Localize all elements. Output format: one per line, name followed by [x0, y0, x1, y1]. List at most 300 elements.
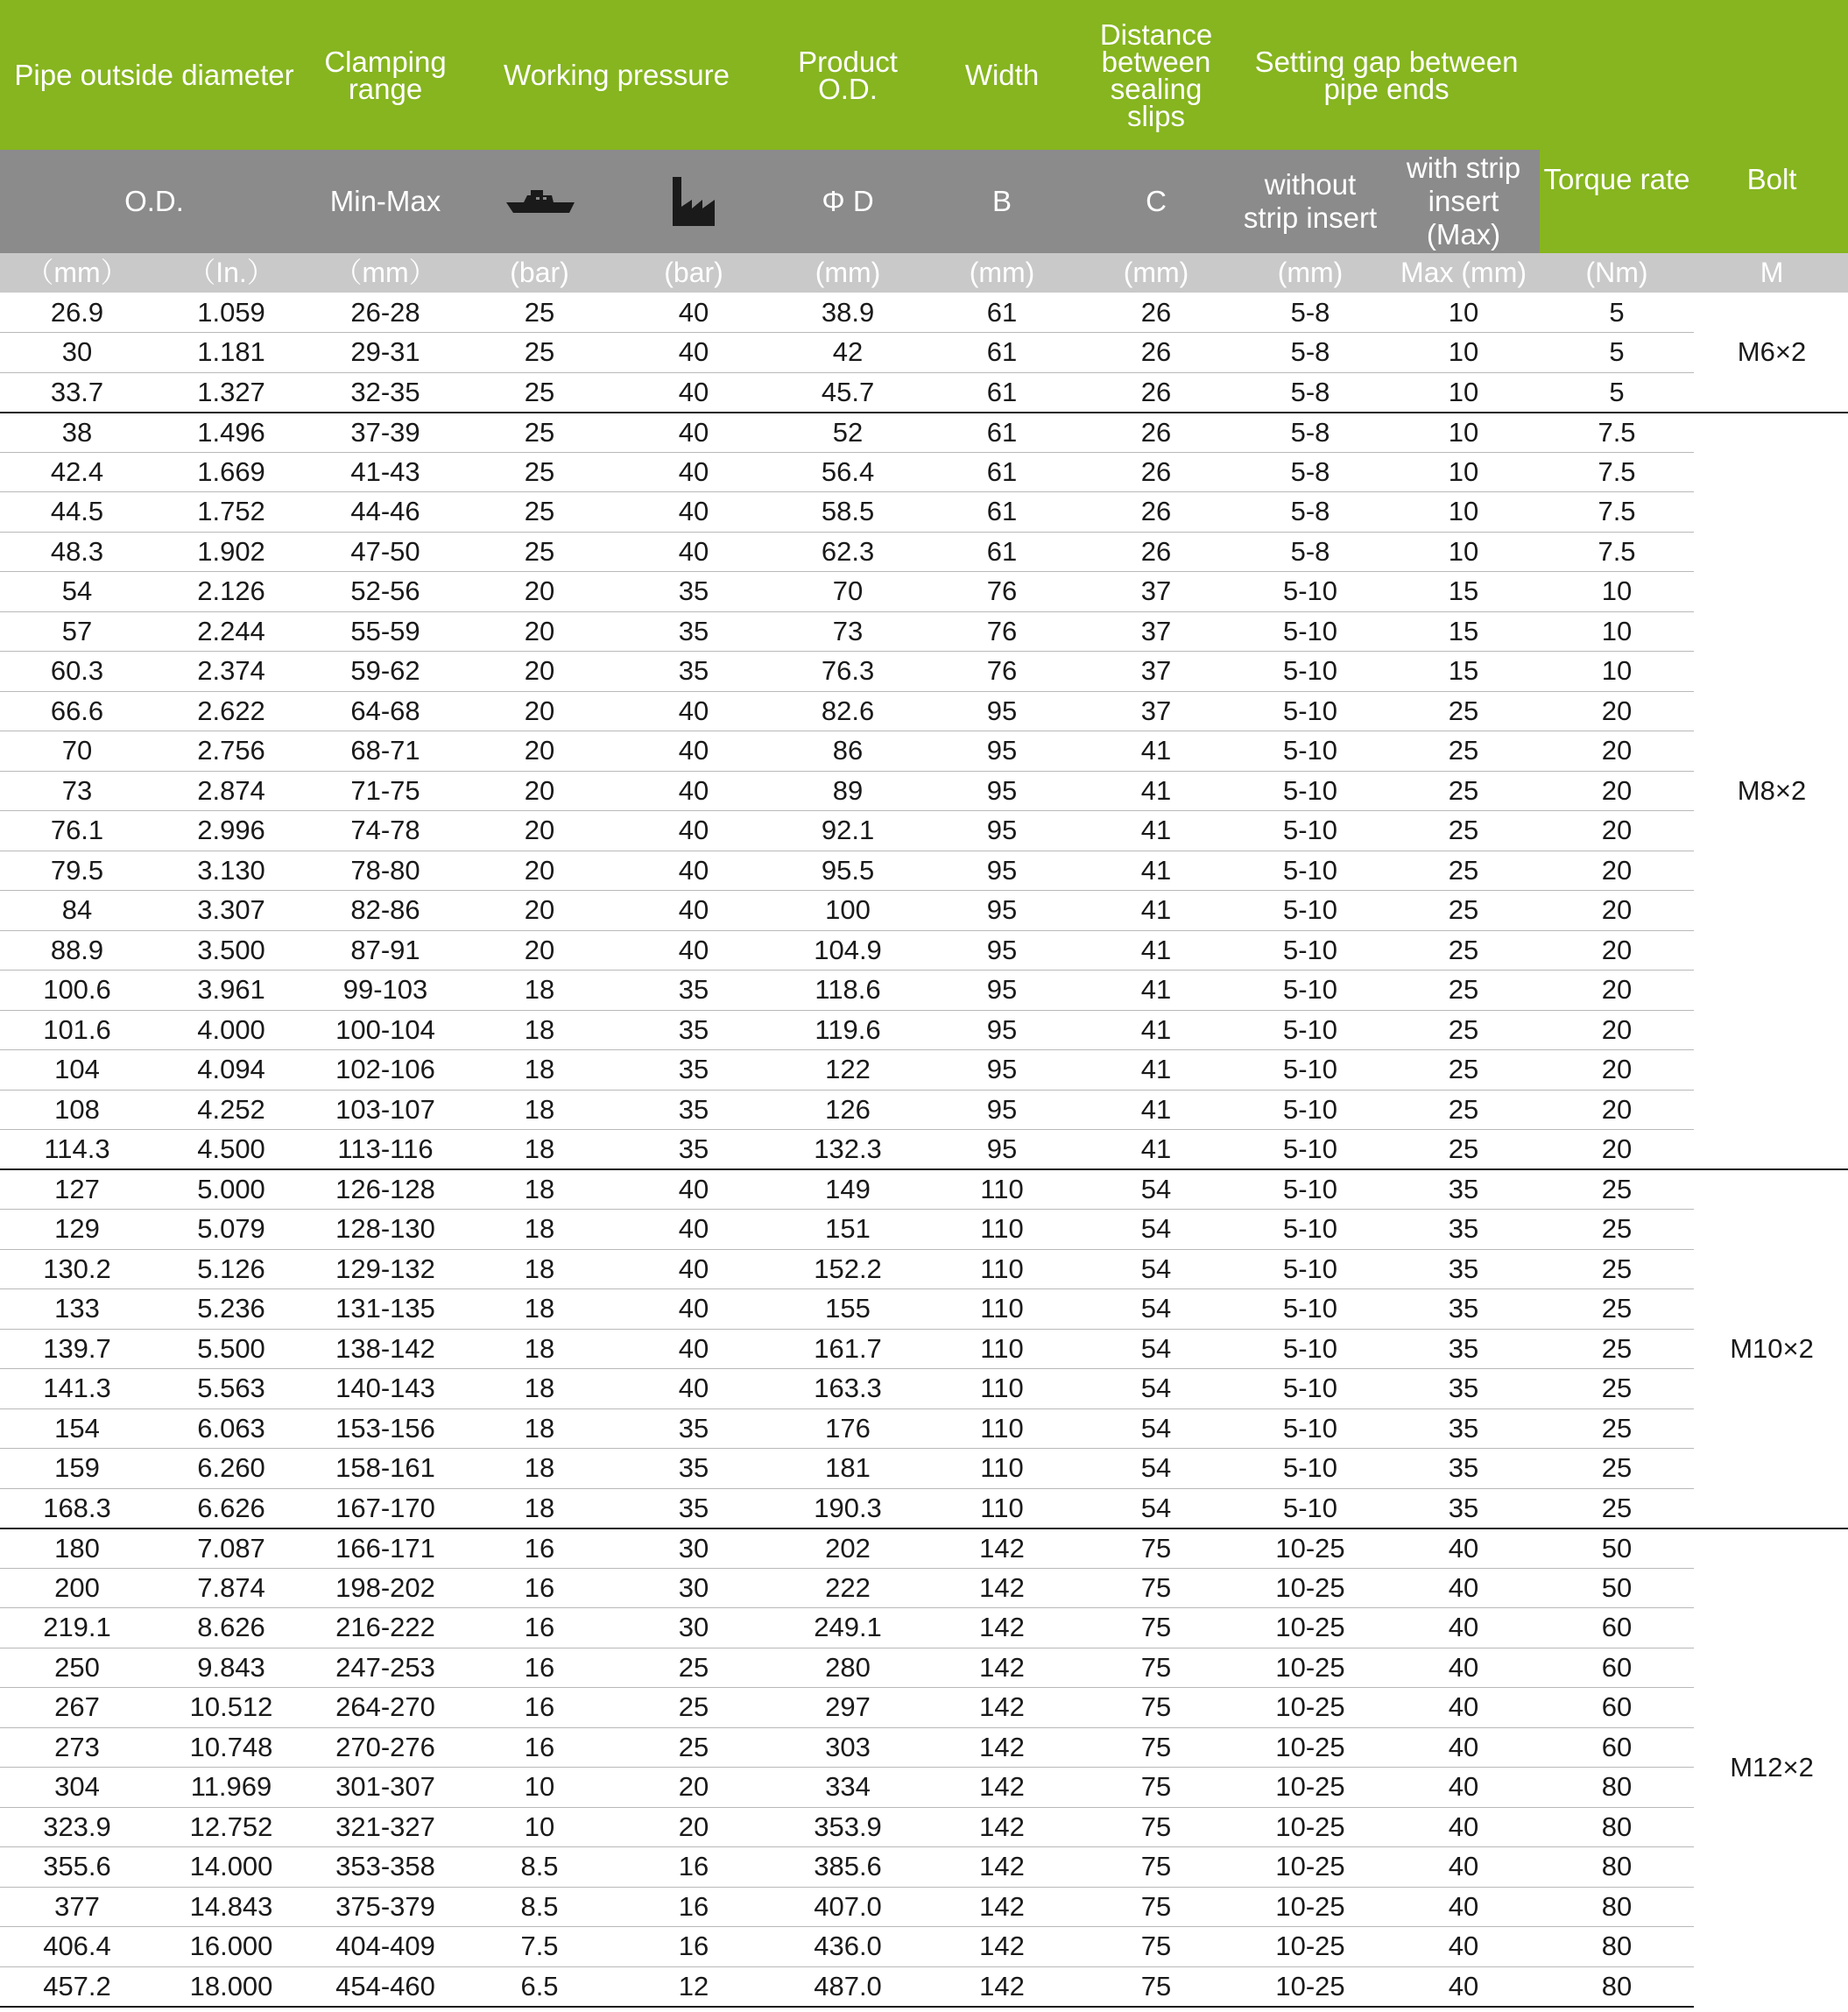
cell-clamping-range: 264-270: [308, 1688, 462, 1728]
table-row: [0, 372, 1848, 413]
cell-width-b: 61: [925, 492, 1079, 533]
cell-industrial-pressure: 40: [617, 811, 771, 851]
torque-rate-header: [1540, 0, 1694, 253]
cell-od-in: 7.087: [154, 1528, 308, 1569]
table-row: [0, 1449, 1848, 1489]
table-row: [0, 1688, 1848, 1728]
distance-slips-header: [1079, 0, 1233, 150]
cell-od-in: 2.244: [154, 611, 308, 652]
cell-marine-pressure: 20: [462, 731, 617, 772]
cell-width-b: 110: [925, 1210, 1079, 1250]
cell-gap-without-strip: 5-10: [1233, 1169, 1387, 1210]
cell-marine-pressure: 16: [462, 1608, 617, 1648]
cell-gap-with-strip: 40: [1387, 1768, 1540, 1808]
cell-product-od: 222: [771, 1568, 925, 1608]
cell-width-b: 110: [925, 1449, 1079, 1489]
cell-product-od: 58.5: [771, 492, 925, 533]
cell-gap-with-strip: 40: [1387, 1927, 1540, 1967]
table-row: [0, 1329, 1848, 1369]
cell-od-in: 5.000: [154, 1169, 308, 1210]
table-row: [0, 1648, 1848, 1688]
cell-gap-with-strip: 35: [1387, 1449, 1540, 1489]
cell-gap-without-strip: 5-10: [1233, 1449, 1387, 1489]
cell-distance-c: 26: [1079, 293, 1233, 333]
cell-gap-without-strip: 5-10: [1233, 572, 1387, 612]
cell-gap-without-strip: 10-25: [1233, 1688, 1387, 1728]
cell-industrial-pressure: 25: [617, 1648, 771, 1688]
table-row: [0, 1010, 1848, 1050]
cell-product-od: 42: [771, 333, 925, 373]
cell-clamping-range: 82-86: [308, 891, 462, 931]
cell-industrial-pressure: 35: [617, 572, 771, 612]
cell-product-od: 487.0: [771, 1966, 925, 2007]
cell-marine-pressure: 10: [462, 1768, 617, 1808]
cell-gap-without-strip: 5-10: [1233, 811, 1387, 851]
cell-distance-c: 54: [1079, 1289, 1233, 1330]
cell-gap-with-strip: 25: [1387, 1010, 1540, 1050]
bolt-label: Bolt: [1746, 163, 1797, 195]
cell-gap-with-strip: 25: [1387, 691, 1540, 731]
cell-clamping-range: 37-39: [308, 413, 462, 453]
cell-distance-c: 41: [1079, 1130, 1233, 1170]
working-pressure-header: Working pressure: [462, 0, 771, 150]
cell-od-in: 10.512: [154, 1688, 308, 1728]
cell-distance-c: 41: [1079, 1050, 1233, 1091]
unit-cell: （mm）: [308, 253, 462, 293]
cell-clamping-range: 55-59: [308, 611, 462, 652]
unit-cell: (mm): [1079, 253, 1233, 293]
cell-marine-pressure: 18: [462, 1329, 617, 1369]
table-row: [0, 1369, 1848, 1409]
cell-marine-pressure: 20: [462, 611, 617, 652]
cell-od-mm: 100.6: [0, 971, 154, 1011]
cell-industrial-pressure: 20: [617, 1807, 771, 1847]
cell-od-in: 10.748: [154, 1727, 308, 1768]
cell-product-od: 151: [771, 1210, 925, 1250]
phi-d-subheader: Φ D: [771, 150, 925, 253]
cell-od-mm: 267: [0, 1688, 154, 1728]
cell-industrial-pressure: 40: [617, 413, 771, 453]
cell-gap-without-strip: 5-10: [1233, 1289, 1387, 1330]
cell-torque-rate: 80: [1540, 1927, 1694, 1967]
cell-torque-rate: 60: [1540, 1688, 1694, 1728]
cell-od-in: 5.236: [154, 1289, 308, 1330]
table-row: [0, 1727, 1848, 1768]
cell-industrial-pressure: 25: [617, 1688, 771, 1728]
cell-width-b: 61: [925, 413, 1079, 453]
cell-od-in: 18.000: [154, 1966, 308, 2007]
cell-distance-c: 54: [1079, 1369, 1233, 1409]
cell-torque-rate: 25: [1540, 1369, 1694, 1409]
cell-marine-pressure: 20: [462, 930, 617, 971]
table-row: [0, 611, 1848, 652]
cell-marine-pressure: 18: [462, 1289, 617, 1330]
cell-industrial-pressure: 35: [617, 1449, 771, 1489]
table-row: [0, 1130, 1848, 1170]
cell-gap-without-strip: 5-10: [1233, 1329, 1387, 1369]
cell-od-in: 2.126: [154, 572, 308, 612]
cell-clamping-range: 102-106: [308, 1050, 462, 1091]
cell-od-in: 7.874: [154, 1568, 308, 1608]
cell-od-mm: 130.2: [0, 1249, 154, 1289]
cell-od-mm: 273: [0, 1727, 154, 1768]
cell-clamping-range: 126-128: [308, 1169, 462, 1210]
table-row: [0, 971, 1848, 1011]
table-row: [0, 1528, 1848, 1569]
table-row: [0, 413, 1848, 453]
cell-gap-without-strip: 5-8: [1233, 532, 1387, 572]
cell-clamping-range: 166-171: [308, 1528, 462, 1569]
cell-width-b: 61: [925, 293, 1079, 333]
cell-clamping-range: 131-135: [308, 1289, 462, 1330]
cell-product-od: 45.7: [771, 372, 925, 413]
cell-od-in: 4.500: [154, 1130, 308, 1170]
cell-od-in: 1.752: [154, 492, 308, 533]
cell-distance-c: 41: [1079, 811, 1233, 851]
cell-product-od: 92.1: [771, 811, 925, 851]
cell-od-mm: 76.1: [0, 811, 154, 851]
cell-od-mm: 141.3: [0, 1369, 154, 1409]
cell-torque-rate: 80: [1540, 1966, 1694, 2007]
table-row: [0, 731, 1848, 772]
cell-torque-rate: 80: [1540, 1887, 1694, 1927]
cell-torque-rate: 20: [1540, 771, 1694, 811]
cell-od-in: 3.500: [154, 930, 308, 971]
cell-od-mm: 60.3: [0, 652, 154, 692]
cell-torque-rate: 20: [1540, 930, 1694, 971]
cell-width-b: 110: [925, 1289, 1079, 1330]
cell-industrial-pressure: 40: [617, 532, 771, 572]
cell-distance-c: 26: [1079, 333, 1233, 373]
cell-od-in: 16.000: [154, 1927, 308, 1967]
cell-industrial-pressure: 40: [617, 452, 771, 492]
cell-od-mm: 323.9: [0, 1807, 154, 1847]
cell-distance-c: 54: [1079, 1210, 1233, 1250]
without-strip-label: without strip insert: [1243, 168, 1378, 234]
cell-gap-without-strip: 5-10: [1233, 1488, 1387, 1528]
cell-product-od: 334: [771, 1768, 925, 1808]
cell-width-b: 142: [925, 1887, 1079, 1927]
unit-cell: (mm): [925, 253, 1079, 293]
cell-clamping-range: 64-68: [308, 691, 462, 731]
cell-torque-rate: 20: [1540, 971, 1694, 1011]
cell-marine-pressure: 18: [462, 1169, 617, 1210]
cell-od-in: 3.961: [154, 971, 308, 1011]
cell-od-in: 1.669: [154, 452, 308, 492]
cell-torque-rate: 20: [1540, 811, 1694, 851]
cell-distance-c: 41: [1079, 930, 1233, 971]
cell-gap-without-strip: 5-10: [1233, 851, 1387, 891]
cell-od-mm: 108: [0, 1090, 154, 1130]
cell-od-mm: 159: [0, 1449, 154, 1489]
cell-od-mm: 30: [0, 333, 154, 373]
cell-torque-rate: 20: [1540, 1130, 1694, 1170]
cell-product-od: 149: [771, 1169, 925, 1210]
cell-gap-without-strip: 5-10: [1233, 691, 1387, 731]
cell-product-od: 161.7: [771, 1329, 925, 1369]
cell-torque-rate: 20: [1540, 851, 1694, 891]
cell-gap-with-strip: 40: [1387, 1807, 1540, 1847]
cell-gap-without-strip: 5-10: [1233, 891, 1387, 931]
cell-marine-pressure: 20: [462, 771, 617, 811]
cell-marine-pressure: 25: [462, 413, 617, 453]
table-row: [0, 771, 1848, 811]
cell-industrial-pressure: 30: [617, 1608, 771, 1648]
cell-width-b: 142: [925, 1847, 1079, 1888]
cell-clamping-range: 128-130: [308, 1210, 462, 1250]
cell-od-in: 1.181: [154, 333, 308, 373]
bolt-size-cell: M8×2: [1694, 413, 1848, 1170]
cell-od-in: 4.252: [154, 1090, 308, 1130]
header-row-units: [0, 253, 1848, 293]
cell-od-mm: 48.3: [0, 532, 154, 572]
cell-industrial-pressure: 40: [617, 771, 771, 811]
table-row: [0, 811, 1848, 851]
cell-product-od: 76.3: [771, 652, 925, 692]
cell-marine-pressure: 25: [462, 452, 617, 492]
clamping-range-label: Clamping range: [324, 45, 447, 105]
cell-distance-c: 75: [1079, 1528, 1233, 1569]
cell-torque-rate: 10: [1540, 652, 1694, 692]
cell-gap-with-strip: 15: [1387, 572, 1540, 612]
cell-gap-without-strip: 10-25: [1233, 1727, 1387, 1768]
cell-od-in: 3.130: [154, 851, 308, 891]
table-row: [0, 492, 1848, 533]
cell-od-in: 8.626: [154, 1608, 308, 1648]
table-row: [0, 1768, 1848, 1808]
ship-icon: [497, 185, 582, 220]
cell-marine-pressure: 20: [462, 572, 617, 612]
cell-width-b: 95: [925, 1010, 1079, 1050]
table-row: [0, 293, 1848, 333]
cell-width-b: 142: [925, 1688, 1079, 1728]
cell-gap-with-strip: 25: [1387, 1050, 1540, 1091]
cell-product-od: 407.0: [771, 1887, 925, 1927]
cell-clamping-range: 103-107: [308, 1090, 462, 1130]
cell-product-od: 152.2: [771, 1249, 925, 1289]
cell-gap-without-strip: 5-10: [1233, 971, 1387, 1011]
cell-distance-c: 37: [1079, 572, 1233, 612]
factory-icon: [669, 175, 718, 228]
cell-marine-pressure: 20: [462, 691, 617, 731]
cell-distance-c: 75: [1079, 1887, 1233, 1927]
cell-width-b: 61: [925, 372, 1079, 413]
cell-width-b: 110: [925, 1488, 1079, 1528]
cell-gap-without-strip: 10-25: [1233, 1608, 1387, 1648]
cell-distance-c: 75: [1079, 1927, 1233, 1967]
cell-distance-c: 75: [1079, 1807, 1233, 1847]
cell-product-od: 62.3: [771, 532, 925, 572]
cell-gap-without-strip: 5-10: [1233, 652, 1387, 692]
cell-od-mm: 154: [0, 1408, 154, 1449]
cell-product-od: 122: [771, 1050, 925, 1091]
cell-marine-pressure: 8.5: [462, 1887, 617, 1927]
cell-industrial-pressure: 40: [617, 1369, 771, 1409]
table-row: [0, 1050, 1848, 1091]
cell-distance-c: 37: [1079, 652, 1233, 692]
cell-distance-c: 75: [1079, 1768, 1233, 1808]
cell-gap-with-strip: 40: [1387, 1727, 1540, 1768]
cell-od-in: 5.500: [154, 1329, 308, 1369]
cell-od-in: 2.874: [154, 771, 308, 811]
cell-industrial-pressure: 40: [617, 492, 771, 533]
cell-torque-rate: 20: [1540, 691, 1694, 731]
cell-torque-rate: 20: [1540, 1010, 1694, 1050]
cell-width-b: 110: [925, 1329, 1079, 1369]
cell-gap-without-strip: 5-10: [1233, 1408, 1387, 1449]
cell-gap-with-strip: 35: [1387, 1369, 1540, 1409]
cell-distance-c: 41: [1079, 891, 1233, 931]
cell-industrial-pressure: 30: [617, 1568, 771, 1608]
cell-gap-with-strip: 40: [1387, 1887, 1540, 1927]
cell-gap-with-strip: 25: [1387, 811, 1540, 851]
cell-marine-pressure: 8.5: [462, 1847, 617, 1888]
cell-od-in: 14.000: [154, 1847, 308, 1888]
table-body: [0, 293, 1848, 2007]
product-od-label: Product O.D.: [798, 45, 898, 105]
cell-industrial-pressure: 40: [617, 1210, 771, 1250]
cell-width-b: 95: [925, 1090, 1079, 1130]
header-row-titles: [0, 0, 1848, 150]
cell-od-mm: 73: [0, 771, 154, 811]
cell-distance-c: 41: [1079, 1010, 1233, 1050]
cell-od-in: 1.059: [154, 293, 308, 333]
cell-industrial-pressure: 35: [617, 1050, 771, 1091]
cell-gap-without-strip: 5-10: [1233, 611, 1387, 652]
cell-gap-without-strip: 10-25: [1233, 1807, 1387, 1847]
cell-gap-with-strip: 10: [1387, 532, 1540, 572]
cell-torque-rate: 7.5: [1540, 492, 1694, 533]
cell-od-mm: 114.3: [0, 1130, 154, 1170]
cell-clamping-range: 26-28: [308, 293, 462, 333]
cell-od-mm: 180: [0, 1528, 154, 1569]
cell-od-mm: 104: [0, 1050, 154, 1091]
cell-industrial-pressure: 40: [617, 1329, 771, 1369]
cell-product-od: 104.9: [771, 930, 925, 971]
cell-od-in: 12.752: [154, 1807, 308, 1847]
cell-gap-with-strip: 35: [1387, 1289, 1540, 1330]
cell-od-in: 11.969: [154, 1768, 308, 1808]
cell-gap-with-strip: 35: [1387, 1249, 1540, 1289]
cell-product-od: 176: [771, 1408, 925, 1449]
cell-gap-without-strip: 5-10: [1233, 1010, 1387, 1050]
cell-industrial-pressure: 16: [617, 1887, 771, 1927]
cell-gap-with-strip: 40: [1387, 1648, 1540, 1688]
cell-od-mm: 79.5: [0, 851, 154, 891]
cell-marine-pressure: 6.5: [462, 1966, 617, 2007]
cell-clamping-range: 404-409: [308, 1927, 462, 1967]
cell-clamping-range: 138-142: [308, 1329, 462, 1369]
cell-od-mm: 133: [0, 1289, 154, 1330]
cell-od-in: 4.000: [154, 1010, 308, 1050]
unit-cell: M: [1694, 253, 1848, 293]
cell-torque-rate: 20: [1540, 1090, 1694, 1130]
cell-width-b: 95: [925, 930, 1079, 971]
cell-marine-pressure: 18: [462, 1369, 617, 1409]
cell-industrial-pressure: 40: [617, 930, 771, 971]
table-row: [0, 851, 1848, 891]
cell-marine-pressure: 18: [462, 1050, 617, 1091]
cell-torque-rate: 25: [1540, 1169, 1694, 1210]
cell-od-mm: 250: [0, 1648, 154, 1688]
cell-product-od: 303: [771, 1727, 925, 1768]
cell-marine-pressure: 18: [462, 1010, 617, 1050]
with-strip-subheader: [1387, 150, 1540, 253]
cell-distance-c: 26: [1079, 413, 1233, 453]
cell-gap-with-strip: 40: [1387, 1568, 1540, 1608]
cell-marine-pressure: 16: [462, 1648, 617, 1688]
cell-clamping-range: 270-276: [308, 1727, 462, 1768]
unit-cell: Max (mm): [1387, 253, 1540, 293]
cell-distance-c: 41: [1079, 771, 1233, 811]
cell-clamping-range: 68-71: [308, 731, 462, 772]
cell-distance-c: 75: [1079, 1727, 1233, 1768]
cell-gap-with-strip: 25: [1387, 891, 1540, 931]
cell-marine-pressure: 20: [462, 891, 617, 931]
setting-gap-label: Setting gap between pipe ends: [1254, 45, 1519, 105]
cell-torque-rate: 60: [1540, 1727, 1694, 1768]
cell-width-b: 95: [925, 891, 1079, 931]
cell-gap-without-strip: 10-25: [1233, 1887, 1387, 1927]
cell-product-od: 190.3: [771, 1488, 925, 1528]
cell-distance-c: 26: [1079, 372, 1233, 413]
cell-width-b: 61: [925, 452, 1079, 492]
cell-industrial-pressure: 35: [617, 611, 771, 652]
cell-torque-rate: 25: [1540, 1289, 1694, 1330]
cell-industrial-pressure: 30: [617, 1528, 771, 1569]
cell-industrial-pressure: 40: [617, 731, 771, 772]
width-header: Width: [925, 0, 1079, 150]
cell-product-od: 385.6: [771, 1847, 925, 1888]
cell-od-in: 1.496: [154, 413, 308, 453]
cell-width-b: 61: [925, 333, 1079, 373]
table-row: [0, 1090, 1848, 1130]
cell-product-od: 181: [771, 1449, 925, 1489]
cell-gap-with-strip: 40: [1387, 1688, 1540, 1728]
cell-od-in: 1.327: [154, 372, 308, 413]
cell-width-b: 61: [925, 532, 1079, 572]
cell-industrial-pressure: 20: [617, 1768, 771, 1808]
cell-gap-with-strip: 10: [1387, 293, 1540, 333]
cell-industrial-pressure: 40: [617, 1249, 771, 1289]
cell-clamping-range: 113-116: [308, 1130, 462, 1170]
cell-marine-pressure: 16: [462, 1528, 617, 1569]
cell-torque-rate: 25: [1540, 1449, 1694, 1489]
cell-torque-rate: 50: [1540, 1528, 1694, 1569]
table-row: [0, 1807, 1848, 1847]
cell-marine-pressure: 18: [462, 1249, 617, 1289]
cell-od-mm: 377: [0, 1887, 154, 1927]
cell-marine-pressure: 18: [462, 971, 617, 1011]
cell-gap-without-strip: 5-8: [1233, 333, 1387, 373]
distance-slips-label: Distance between sealing slips: [1099, 18, 1213, 132]
cell-od-mm: 457.2: [0, 1966, 154, 2007]
cell-product-od: 163.3: [771, 1369, 925, 1409]
cell-gap-with-strip: 10: [1387, 372, 1540, 413]
cell-product-od: 436.0: [771, 1927, 925, 1967]
cell-distance-c: 75: [1079, 1568, 1233, 1608]
cell-marine-pressure: 25: [462, 532, 617, 572]
cell-distance-c: 54: [1079, 1488, 1233, 1528]
cell-product-od: 82.6: [771, 691, 925, 731]
pipe-od-header: Pipe outside diameter: [0, 0, 308, 150]
table-row: [0, 532, 1848, 572]
table-row: [0, 333, 1848, 373]
cell-width-b: 142: [925, 1927, 1079, 1967]
cell-width-b: 95: [925, 851, 1079, 891]
cell-industrial-pressure: 40: [617, 372, 771, 413]
cell-gap-with-strip: 35: [1387, 1488, 1540, 1528]
